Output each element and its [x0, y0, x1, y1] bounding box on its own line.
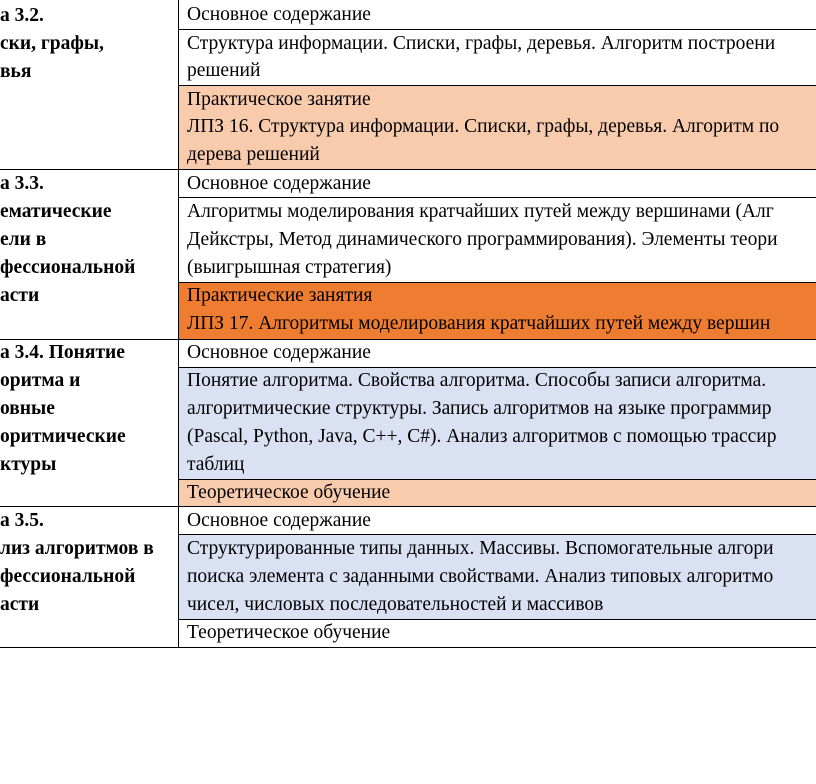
content-text: Понятие алгоритма. Свойства алгоритма. Способы записи алгоритма.: [187, 370, 767, 391]
topic-title-line: а 3.2.: [0, 5, 44, 26]
content-text: поиска элемента с заданными свойствами. Анализ типовых алгоритмо: [187, 566, 774, 587]
content-text: Структура информации. Списки, графы, деревья. Алгоритм построени: [187, 33, 776, 54]
table-bottom-border: [0, 647, 816, 648]
topic-title-line: оритмические: [0, 426, 126, 447]
topic-title-line: фессиональной: [0, 257, 136, 278]
section-header-text: Основное содержание: [187, 510, 371, 531]
content-text: Дейкстры, Метод динамического программирования). Элементы теори: [187, 229, 778, 250]
content-text: решений: [187, 60, 261, 81]
topic-title-line: асти: [0, 285, 40, 306]
topic-title-line: а 3.4. Понятие: [0, 342, 125, 363]
topic-title-line: ктуры: [0, 454, 57, 475]
topic-title-line: а 3.3.: [0, 173, 44, 194]
section-header-text: Основное содержание: [187, 4, 371, 25]
content-text: таблиц: [187, 454, 245, 475]
practice-text: ЛПЗ 17. Алгоритмы моделирования кратчайших путей между вершин: [187, 313, 771, 334]
content-text: чисел, числовых последовательностей и массивов: [187, 594, 604, 615]
content-text: Структурированные типы данных. Массивы. Вспомогательные алгори: [187, 538, 774, 559]
topic-title-line: ематические: [0, 201, 112, 222]
section-header-text: Основное содержание: [187, 342, 371, 363]
topic-title-line: асти: [0, 594, 40, 615]
topic-title-line: а 3.5.: [0, 510, 44, 531]
content-text: алгоритмические структуры. Запись алгоритмов на языке программир: [187, 398, 772, 419]
section-header-text: Основное содержание: [187, 173, 371, 194]
theory-label: Теоретическое обучение: [187, 622, 391, 643]
topic-title-line: ски, графы,: [0, 33, 104, 54]
left-column-divider: [178, 0, 179, 648]
topic-title-line: вья: [0, 61, 32, 82]
topic-title-line: лиз алгоритмов в: [0, 538, 154, 559]
practice-label: Практическое занятие: [187, 89, 371, 110]
content-text: (выигрышная стратегия): [187, 257, 392, 278]
practice-text: ЛПЗ 16. Структура информации. Списки, графы, деревья. Алгоритм по: [187, 116, 780, 137]
topic-title-line: овные: [0, 398, 55, 419]
practice-text: дерева решений: [187, 144, 320, 165]
practice-label: Практические занятия: [187, 285, 373, 306]
topic-title-line: оритма и: [0, 370, 81, 391]
topic-divider: [0, 506, 816, 507]
topic-title-line: ели в: [0, 229, 47, 250]
topic-divider: [0, 169, 816, 170]
topic-title-line: фессиональной: [0, 566, 136, 587]
content-text: (Pascal, Python, Java, C++, C#). Анализ алгоритмов с помощью трассир: [187, 426, 777, 447]
theory-label: Теоретическое обучение: [187, 482, 391, 503]
content-text: Алгоритмы моделирования кратчайших путей между вершинами (Алг: [187, 201, 774, 222]
